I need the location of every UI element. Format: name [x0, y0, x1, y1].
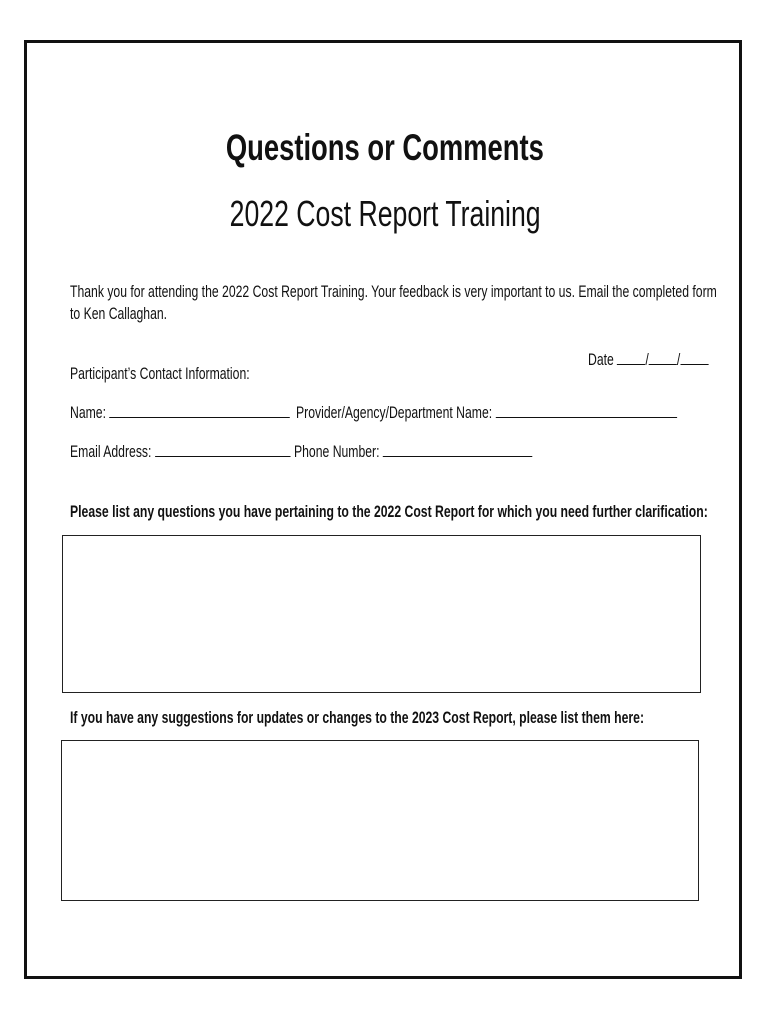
- date-separator: /: [676, 351, 681, 369]
- provider-label: Provider/Agency/Department Name:: [296, 404, 493, 422]
- intro-paragraph: [70, 281, 770, 325]
- phone-row: [294, 442, 616, 462]
- suggestions-textarea[interactable]: [61, 740, 699, 901]
- contact-info-heading: Participant’s Contact Information:: [70, 365, 250, 383]
- intro-line-1: Thank you for attending the 2022 Cost Report Training. Your feedback is very important to us. Email the completed form: [70, 283, 717, 301]
- date-year-input[interactable]: [680, 350, 708, 365]
- questions-prompt: Please list any questions you have pertaining to the 2022 Cost Report for which you need further clarification:: [70, 503, 708, 521]
- email-label: Email Address:: [70, 443, 152, 461]
- provider-field[interactable]: [496, 403, 677, 418]
- date-day-input[interactable]: [649, 350, 677, 365]
- date-month-input[interactable]: [617, 350, 645, 365]
- phone-label: Phone Number:: [294, 443, 380, 461]
- phone-field[interactable]: [383, 442, 532, 457]
- date-field: [588, 350, 751, 370]
- email-field[interactable]: [155, 442, 290, 457]
- questions-textarea[interactable]: [62, 535, 701, 693]
- form-title: Questions or Comments: [226, 127, 544, 168]
- name-label: Name:: [70, 404, 106, 422]
- form-subtitle: 2022 Cost Report Training: [229, 193, 541, 234]
- name-field[interactable]: [109, 403, 290, 418]
- intro-line-2: to Ken Callaghan.: [70, 305, 168, 323]
- date-label: Date: [588, 351, 614, 369]
- provider-row: [296, 403, 770, 423]
- suggestions-prompt: If you have any suggestions for updates or changes to the 2023 Cost Report, please list them here:: [70, 709, 645, 727]
- date-separator: /: [645, 351, 649, 369]
